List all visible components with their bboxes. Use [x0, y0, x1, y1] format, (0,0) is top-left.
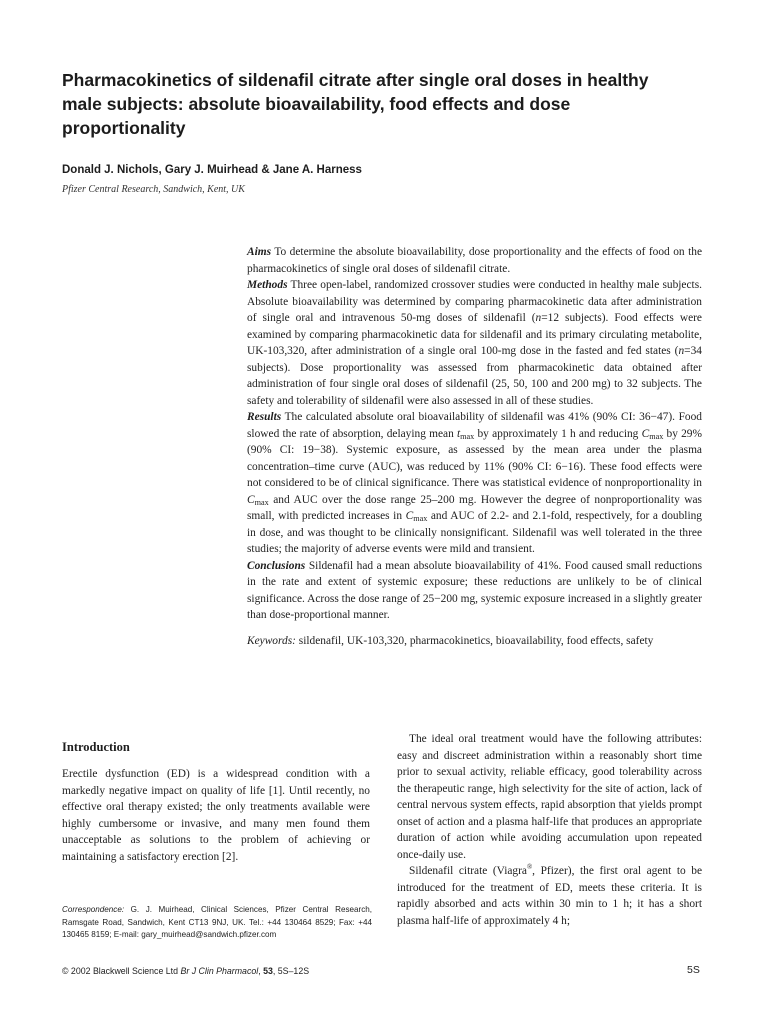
page-range: , 5S–12S: [272, 966, 310, 976]
volume-number: 53: [263, 966, 273, 976]
conclusions-text: Sildenafil had a mean absolute bioavailability of 41%. Food caused small reductions in the rate and extent of systemic exposure; these reductions are unlikely to be of clinical significance. Across the dose range of 25−200 mg, systemic exposure increased in a slightly greater than dose-proportional manner.: [247, 559, 702, 621]
page-number: 5S: [687, 964, 700, 976]
abstract-results: [247, 409, 702, 558]
intro-paragraph-1: Erectile dysfunction (ED) is a widespread condition with a markedly negative impact on quality of life [1]. Until recently, no effective oral therapy existed; the only treatments available were highly cumbersome or invasive, and many men found them unacceptable as solutions to the problem of achieving or maintaining a satisfactory erection [2].: [62, 768, 370, 863]
intro-paragraph-2: The ideal oral treatment would have the following attributes: easy and discreet administration within a reasonably short time prior to sexual activity, reliable efficacy, good tolerability across the therapeutic range, high selectivity for the site of action, lack of central nervous system effects, rapid absorption that yields prompt onset of action and a plasma half-life that produces an appropriate duration of action while avoiding accumulation upon repeated once-daily use.: [397, 733, 702, 861]
correspondence-note: [62, 904, 372, 942]
cmax-subscript: max: [649, 431, 664, 441]
keywords-text: sildenafil, UK-103,320, pharmacokinetics, bioavailability, food effects, safety: [295, 634, 654, 647]
results-text-4: and AUC over the dose range 25–200 mg. However the degree of nonproportionality was small, with predicted increases in: [247, 493, 702, 522]
results-text-1: The calculated absolute oral bioavailability of sildenafil was 41% (90% CI: 36−47). Food slowed the rate of absorption, delaying mean: [247, 411, 702, 440]
results-text-5: and AUC of 2.2- and 2.1-fold, respectively, for a doubling in dose, and was thought to be clinically nonsignificant. Sildenafil was well tolerated in the three studies; the majority of adverse events were mild and transient.: [247, 510, 703, 555]
abstract-methods: [247, 277, 702, 409]
methods-text-3: =34 subjects). Dose proportionality was assessed from pharmacokinetic data obtained after administration of four single oral doses of sildenafil (25, 50, 100 and 200 mg) to 32 subjects. The safety and tolerability of sildenafil were also assessed in all of these studies.: [247, 345, 702, 407]
affiliation: Pfizer Central Research, Sandwich, Kent, UK: [62, 184, 245, 195]
aims-text: To determine the absolute bioavailability, dose proportionality and the effects of food on the pharmacokinetics of single oral doses of sildenafil citrate.: [247, 246, 702, 275]
methods-text-2: =12 subjects). Food effects were examined by comparing pharmacokinetic data for sildenafil and its primary circulating metabolite, UK-103,320, after administration of a single oral 100-mg dose in the fasted and fed states (: [247, 312, 702, 357]
separator: ,: [258, 966, 264, 976]
tmax-symbol: t: [457, 427, 461, 440]
cmax-symbol: C: [641, 427, 650, 440]
right-column-text: [397, 731, 702, 929]
cmax-symbol: C: [405, 510, 414, 522]
methods-label: Methods: [247, 279, 288, 291]
intro-p3-part-b: , Pfizer), the first oral agent to be introduced for the treatment of ED, meets these criteria. It is rapidly absorbed and acts within 30 min to 1 h; it has a short plasma half-life of approximately 4 h;: [397, 865, 703, 927]
aims-label: Aims: [247, 246, 272, 258]
n-symbol: n: [535, 312, 542, 324]
n-symbol: n: [678, 345, 685, 357]
conclusions-label: Conclusions: [247, 559, 306, 572]
tmax-subscript: max: [460, 431, 475, 441]
abstract: [247, 244, 702, 649]
methods-text-1: Three open-label, randomized crossover studies were conducted in healthy male subjects. Absolute bioavailability was determined by comparing pharmacokinetic data after administration of single oral and intravenous 50-mg doses of sildenafil (: [247, 279, 702, 324]
keywords-label: Keywords:: [247, 634, 296, 647]
cmax-subscript: max: [413, 514, 428, 524]
cmax-subscript: max: [254, 497, 269, 507]
author-list: Donald J. Nichols, Gary J. Muirhead & Jane A. Harness: [62, 164, 362, 176]
abstract-conclusions: [247, 558, 702, 624]
correspondence-text: G. J. Muirhead, Clinical Sciences, Pfizer Central Research, Ramsgate Road, Sandwich, Kent CT13 9NJ, UK. Tel.: +44 130464 8529; Fax: +44 130465 8159; E-mail: gary_muirhead@sandwich.pfizer.com: [62, 905, 372, 939]
registered-mark: ®: [526, 864, 533, 872]
intro-p3-part-a: Sildenafil citrate (Viagra: [409, 865, 527, 877]
abstract-aims: [247, 244, 702, 277]
correspondence-label: Correspondence:: [62, 905, 125, 914]
results-label: Results: [247, 411, 282, 423]
journal-name: Br J Clin Pharmacol: [180, 966, 259, 976]
copyright-line: [62, 966, 309, 976]
intro-paragraph-3: [397, 863, 702, 929]
article-title: Pharmacokinetics of sildenafil citrate after single oral doses in healthy male subjects: absolute bioavailability, food effects and dose proportionality: [62, 70, 649, 138]
results-text-2: by approximately 1 h and reducing: [474, 427, 642, 440]
abstract-keywords: [247, 633, 702, 650]
introduction-heading: Introduction: [62, 740, 130, 754]
results-text-3: by 29% (90% CI: 19−38). Systemic exposure, as assessed by the mean area under the plasma concentration–time curve (AUC), was reduced by 11% (90% CI: 6−16). These food effects were not considered to be of clinical significance. There was statistical evidence of nonproportionality in: [247, 427, 702, 489]
cmax-symbol: C: [247, 493, 255, 506]
copyright-text: © 2002 Blackwell Science Ltd: [62, 966, 181, 976]
